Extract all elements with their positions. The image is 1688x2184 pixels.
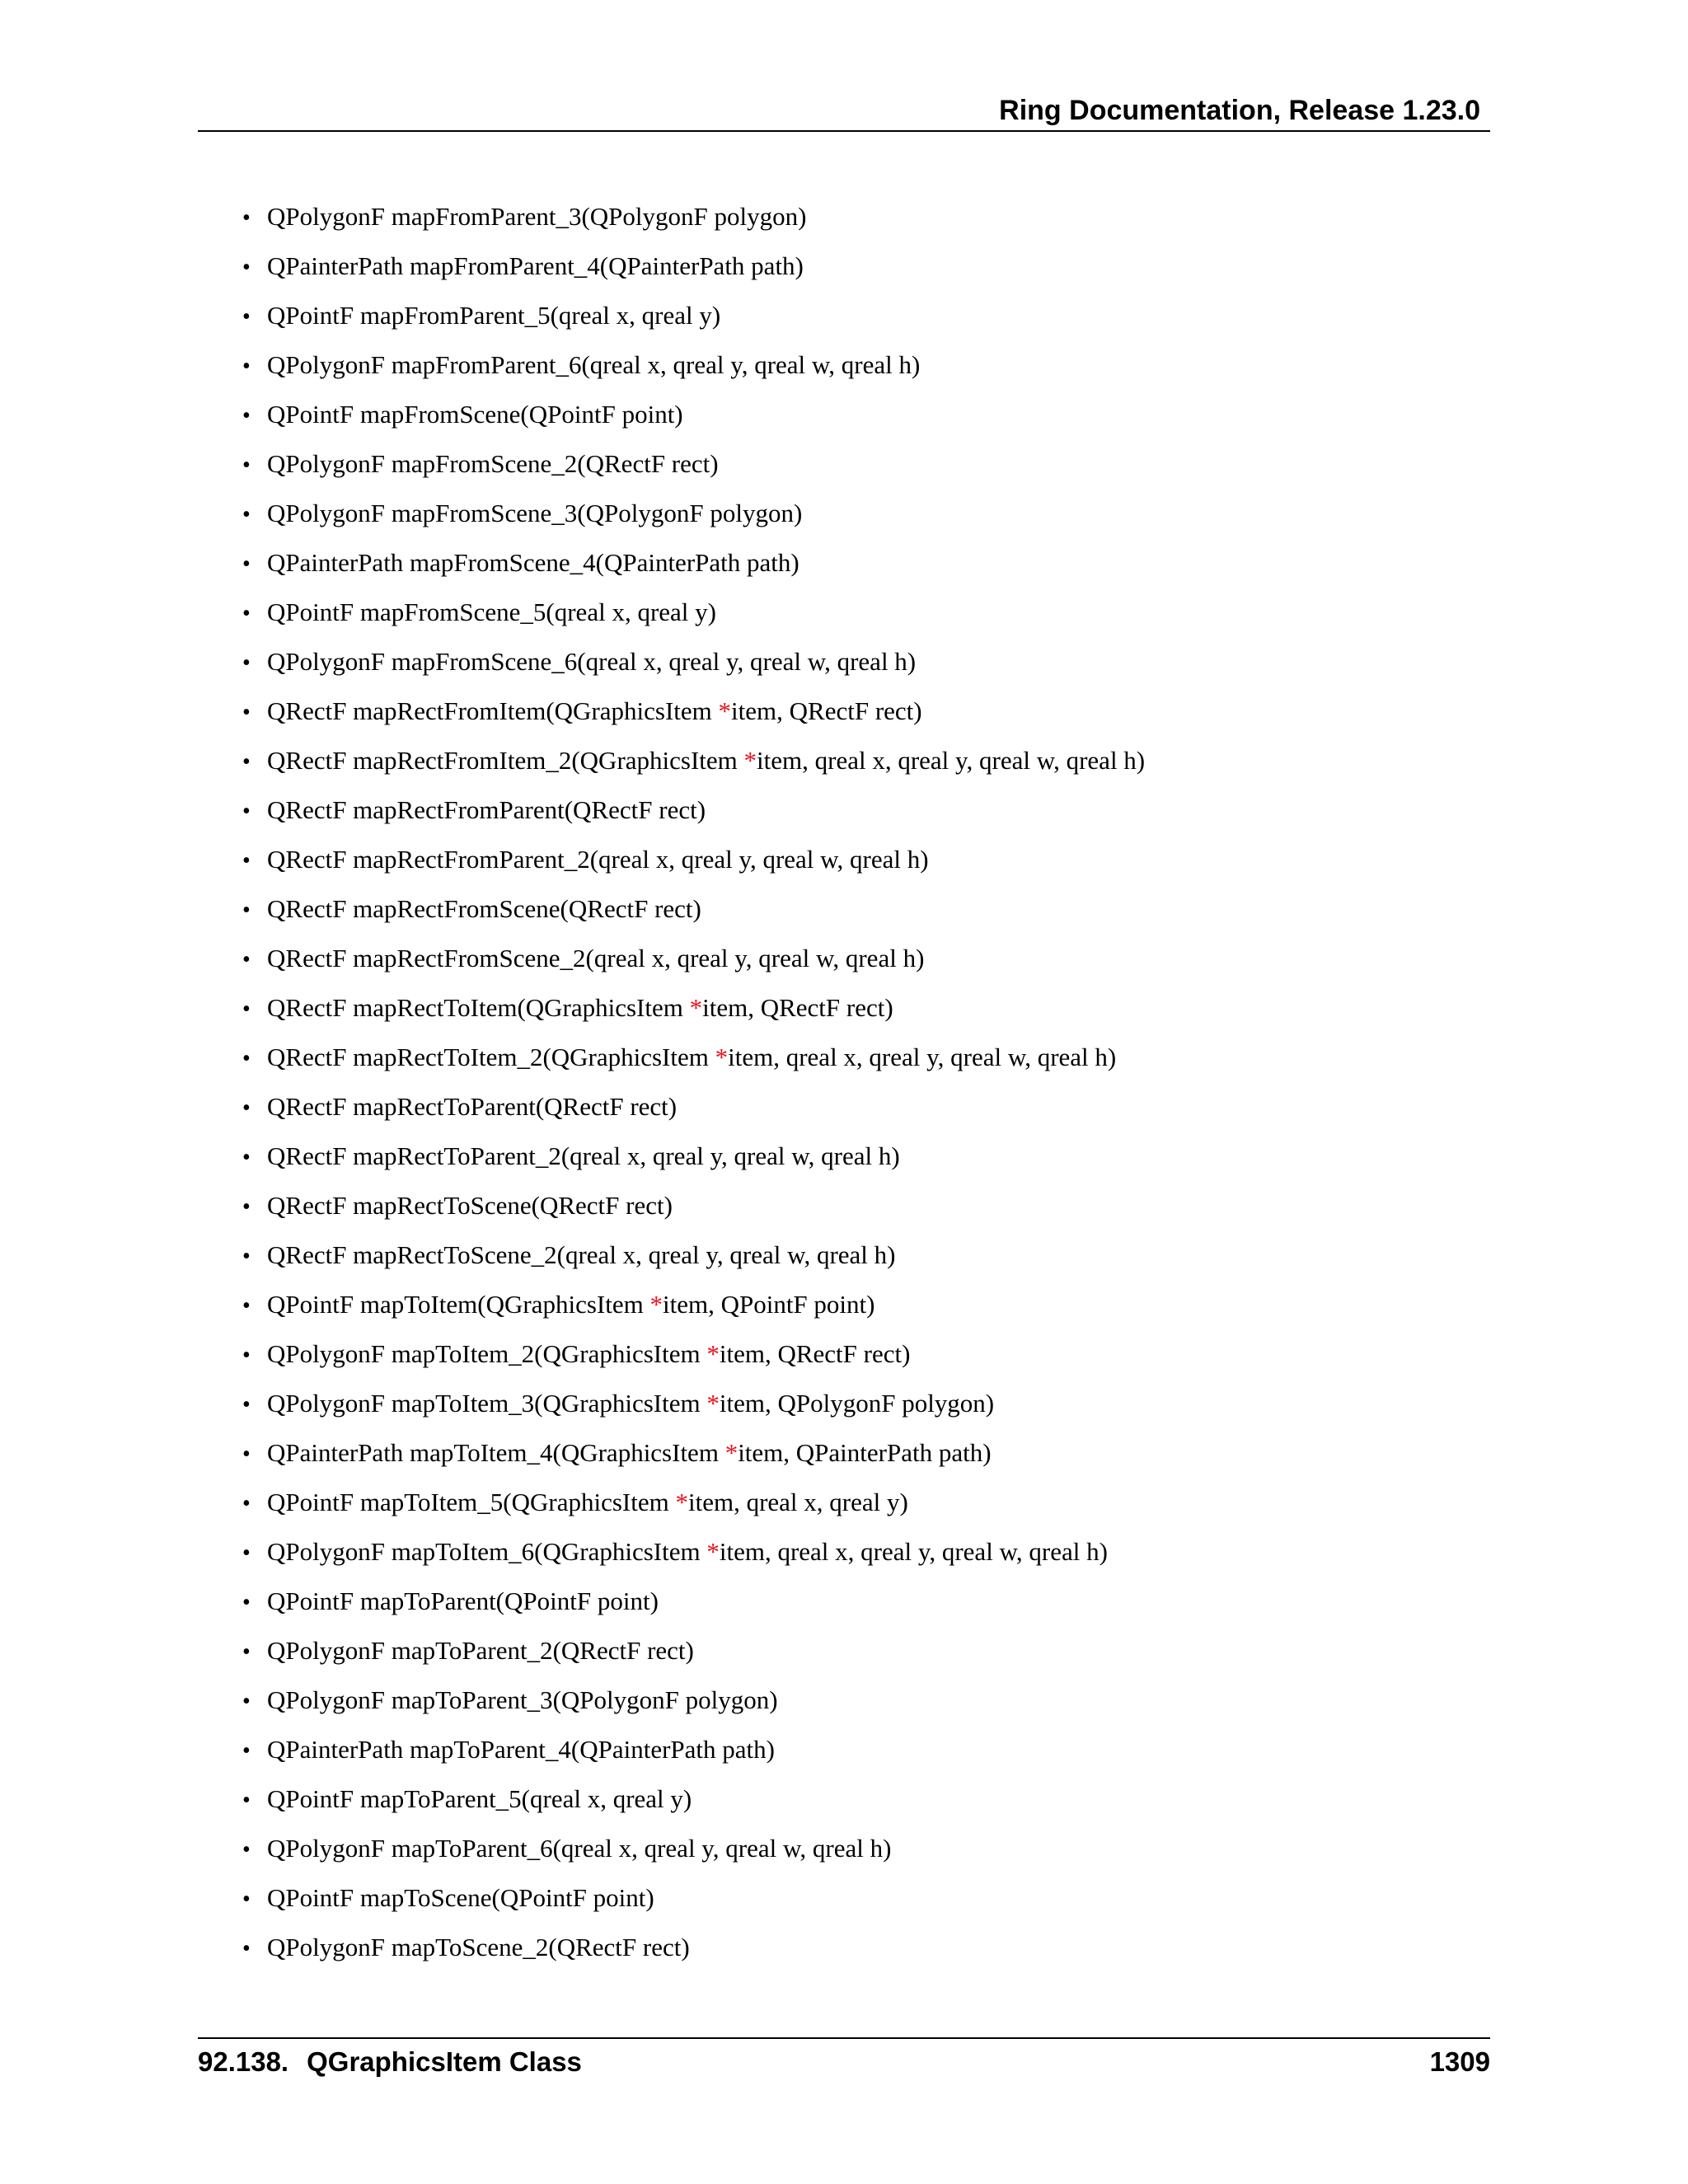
list-item: [242, 1730, 1145, 1779]
method-signature-rest: item, QPolygonF polygon): [719, 1389, 995, 1418]
list-item: [242, 790, 1145, 840]
method-signature-rest: item, QPainterPath path): [738, 1438, 992, 1467]
list-item: [242, 1384, 1145, 1433]
method-signature: QRectF mapRectFromParent(QRectF rect): [267, 795, 706, 824]
method-signature: QPolygonF mapFromScene_2(QRectF rect): [267, 449, 719, 478]
list-item: [242, 1285, 1145, 1334]
method-signature: QPolygonF mapToItem_2(QGraphicsItem: [267, 1339, 707, 1368]
bullet-icon: •: [242, 502, 251, 527]
bullet-icon: •: [242, 799, 251, 824]
pointer-asterisk: *: [706, 1537, 720, 1566]
method-signature: QPolygonF mapFromParent_3(QPolygonF polygon): [267, 202, 807, 231]
method-signature-rest: item, QRectF rect): [731, 696, 922, 725]
list-item: [242, 1779, 1145, 1829]
bullet-icon: •: [242, 1491, 251, 1516]
method-signature: QPointF mapToScene(QPointF point): [267, 1883, 654, 1912]
list-item: [242, 246, 1145, 296]
list-item: [242, 197, 1145, 246]
bullet-icon: •: [242, 749, 251, 775]
method-signature: QPolygonF mapToParent_2(QRectF rect): [267, 1636, 694, 1665]
list-item: [242, 1186, 1145, 1235]
bullet-icon: •: [242, 848, 251, 874]
pointer-asterisk: *: [675, 1488, 688, 1516]
method-signature: QRectF mapRectToParent_2(qreal x, qreal y, qreal w, qreal h): [267, 1141, 900, 1170]
bullet-icon: •: [242, 898, 251, 923]
footer-section: [198, 2042, 582, 2082]
pointer-asterisk: *: [706, 1339, 720, 1368]
list-item: [242, 345, 1145, 395]
method-signature: QPolygonF mapFromParent_6(qreal x, qreal y, qreal w, qreal h): [267, 350, 921, 379]
bullet-icon: •: [242, 403, 251, 429]
list-item: [242, 939, 1145, 988]
header-rule: [198, 130, 1490, 132]
list-item: [242, 444, 1145, 494]
bullet-icon: •: [242, 1738, 251, 1764]
list-item: [242, 741, 1145, 790]
bullet-icon: •: [242, 1441, 251, 1467]
list-item: [242, 494, 1145, 543]
list-item: [242, 1631, 1145, 1680]
list-item: [242, 296, 1145, 345]
footer-section-title: QGraphicsItem Class: [307, 2046, 582, 2077]
bullet-icon: •: [242, 947, 251, 972]
list-item: [242, 988, 1145, 1038]
pointer-asterisk: *: [724, 1438, 738, 1467]
method-signature-rest: item, QPointF point): [662, 1290, 875, 1319]
method-signature: QRectF mapRectFromItem_2(QGraphicsItem: [267, 746, 744, 775]
list-item: [242, 1087, 1145, 1137]
bullet-icon: •: [242, 1293, 251, 1319]
list-item: [242, 1829, 1145, 1878]
bullet-icon: •: [242, 1343, 251, 1368]
list-item: [242, 1235, 1145, 1285]
bullet-icon: •: [242, 1095, 251, 1121]
bullet-icon: •: [242, 700, 251, 725]
method-signature: QRectF mapRectToScene(QRectF rect): [267, 1191, 673, 1220]
pointer-asterisk: *: [743, 746, 757, 775]
method-list: [242, 197, 1145, 1977]
list-item: [242, 1334, 1145, 1384]
bullet-icon: •: [242, 1788, 251, 1813]
list-item: [242, 1582, 1145, 1631]
bullet-icon: •: [242, 996, 251, 1022]
list-item: [242, 1680, 1145, 1730]
list-item: [242, 1433, 1145, 1483]
page-number: 1309: [1429, 2046, 1490, 2077]
method-signature: QPolygonF mapToItem_6(QGraphicsItem: [267, 1537, 707, 1566]
method-signature: QRectF mapRectFromScene(QRectF rect): [267, 894, 701, 923]
list-item: [242, 593, 1145, 642]
method-signature-rest: item, QRectF rect): [702, 993, 893, 1022]
method-signature: QRectF mapRectFromParent_2(qreal x, qreal y, qreal w, qreal h): [267, 845, 929, 874]
bullet-icon: •: [242, 1590, 251, 1615]
pointer-asterisk: *: [706, 1389, 720, 1418]
list-item: [242, 691, 1145, 741]
bullet-icon: •: [242, 304, 251, 330]
list-item: [242, 1038, 1145, 1087]
bullet-icon: •: [242, 1639, 251, 1665]
list-item: [242, 642, 1145, 691]
method-signature: QPointF mapToItem_5(QGraphicsItem: [267, 1488, 676, 1516]
method-signature: QPointF mapFromParent_5(qreal x, qreal y): [267, 301, 721, 330]
bullet-icon: •: [242, 551, 251, 577]
method-signature: QPolygonF mapToItem_3(QGraphicsItem: [267, 1389, 707, 1418]
list-item: [242, 1928, 1145, 1977]
bullet-icon: •: [242, 1046, 251, 1071]
bullet-icon: •: [242, 1689, 251, 1714]
bullet-icon: •: [242, 255, 251, 280]
method-signature: QPointF mapFromScene_5(qreal x, qreal y): [267, 598, 716, 626]
pointer-asterisk: *: [689, 993, 703, 1022]
method-signature: QRectF mapRectToItem_2(QGraphicsItem: [267, 1043, 715, 1071]
bullet-icon: •: [242, 1837, 251, 1863]
method-signature: QPolygonF mapToParent_3(QPolygonF polygon): [267, 1685, 778, 1714]
method-signature: QPainterPath mapFromParent_4(QPainterPath path): [267, 251, 804, 280]
method-signature: QPointF mapToParent(QPointF point): [267, 1586, 659, 1615]
pointer-asterisk: *: [649, 1290, 663, 1319]
method-signature: QRectF mapRectFromItem(QGraphicsItem: [267, 696, 719, 725]
list-item: [242, 1483, 1145, 1532]
list-item: [242, 1137, 1145, 1186]
method-signature-rest: item, QRectF rect): [719, 1339, 911, 1368]
list-item: [242, 543, 1145, 593]
method-signature: QPolygonF mapFromScene_3(QPolygonF polygon): [267, 499, 803, 527]
footer-rule: [198, 2037, 1490, 2039]
list-item: [242, 1878, 1145, 1928]
bullet-icon: •: [242, 205, 251, 231]
bullet-icon: •: [242, 1540, 251, 1566]
bullet-icon: •: [242, 1145, 251, 1170]
method-signature: QPainterPath mapFromScene_4(QPainterPath path): [267, 548, 799, 577]
method-signature-rest: item, qreal x, qreal y, qreal w, qreal h): [757, 746, 1146, 775]
bullet-icon: •: [242, 601, 251, 626]
pointer-asterisk: *: [715, 1043, 729, 1071]
method-signature: QPointF mapToItem(QGraphicsItem: [267, 1290, 650, 1319]
method-signature: QRectF mapRectToItem(QGraphicsItem: [267, 993, 690, 1022]
method-signature: QPolygonF mapToParent_6(qreal x, qreal y, qreal w, qreal h): [267, 1834, 892, 1863]
pointer-asterisk: *: [718, 696, 732, 725]
list-item: [242, 395, 1145, 444]
method-signature-rest: item, qreal x, qreal y, qreal w, qreal h): [728, 1043, 1117, 1071]
method-signature: QRectF mapRectToScene_2(qreal x, qreal y, qreal w, qreal h): [267, 1240, 896, 1269]
bullet-icon: •: [242, 650, 251, 676]
method-signature: QPointF mapToParent_5(qreal x, qreal y): [267, 1784, 692, 1813]
method-signature: QPolygonF mapFromScene_6(qreal x, qreal y, qreal w, qreal h): [267, 647, 917, 676]
method-signature-rest: item, qreal x, qreal y, qreal w, qreal h): [719, 1537, 1108, 1566]
method-signature: QPointF mapFromScene(QPointF point): [267, 400, 683, 429]
list-item: [242, 1532, 1145, 1582]
bullet-icon: •: [242, 1886, 251, 1912]
footer-section-number: 92.138.: [198, 2046, 289, 2077]
list-item: [242, 840, 1145, 889]
bullet-icon: •: [242, 452, 251, 478]
running-header-title: Ring Documentation, Release 1.23.0: [999, 95, 1480, 126]
bullet-icon: •: [242, 1392, 251, 1418]
method-signature: QPainterPath mapToItem_4(QGraphicsItem: [267, 1438, 725, 1467]
bullet-icon: •: [242, 1936, 251, 1961]
method-signature-rest: item, qreal x, qreal y): [687, 1488, 908, 1516]
bullet-icon: •: [242, 354, 251, 379]
method-signature: QRectF mapRectFromScene_2(qreal x, qreal y, qreal w, qreal h): [267, 944, 925, 972]
bullet-icon: •: [242, 1244, 251, 1269]
method-signature: QPolygonF mapToScene_2(QRectF rect): [267, 1933, 690, 1961]
method-signature: QRectF mapRectToParent(QRectF rect): [267, 1092, 678, 1121]
list-item: [242, 889, 1145, 939]
bullet-icon: •: [242, 1194, 251, 1220]
method-signature: QPainterPath mapToParent_4(QPainterPath path): [267, 1735, 775, 1764]
